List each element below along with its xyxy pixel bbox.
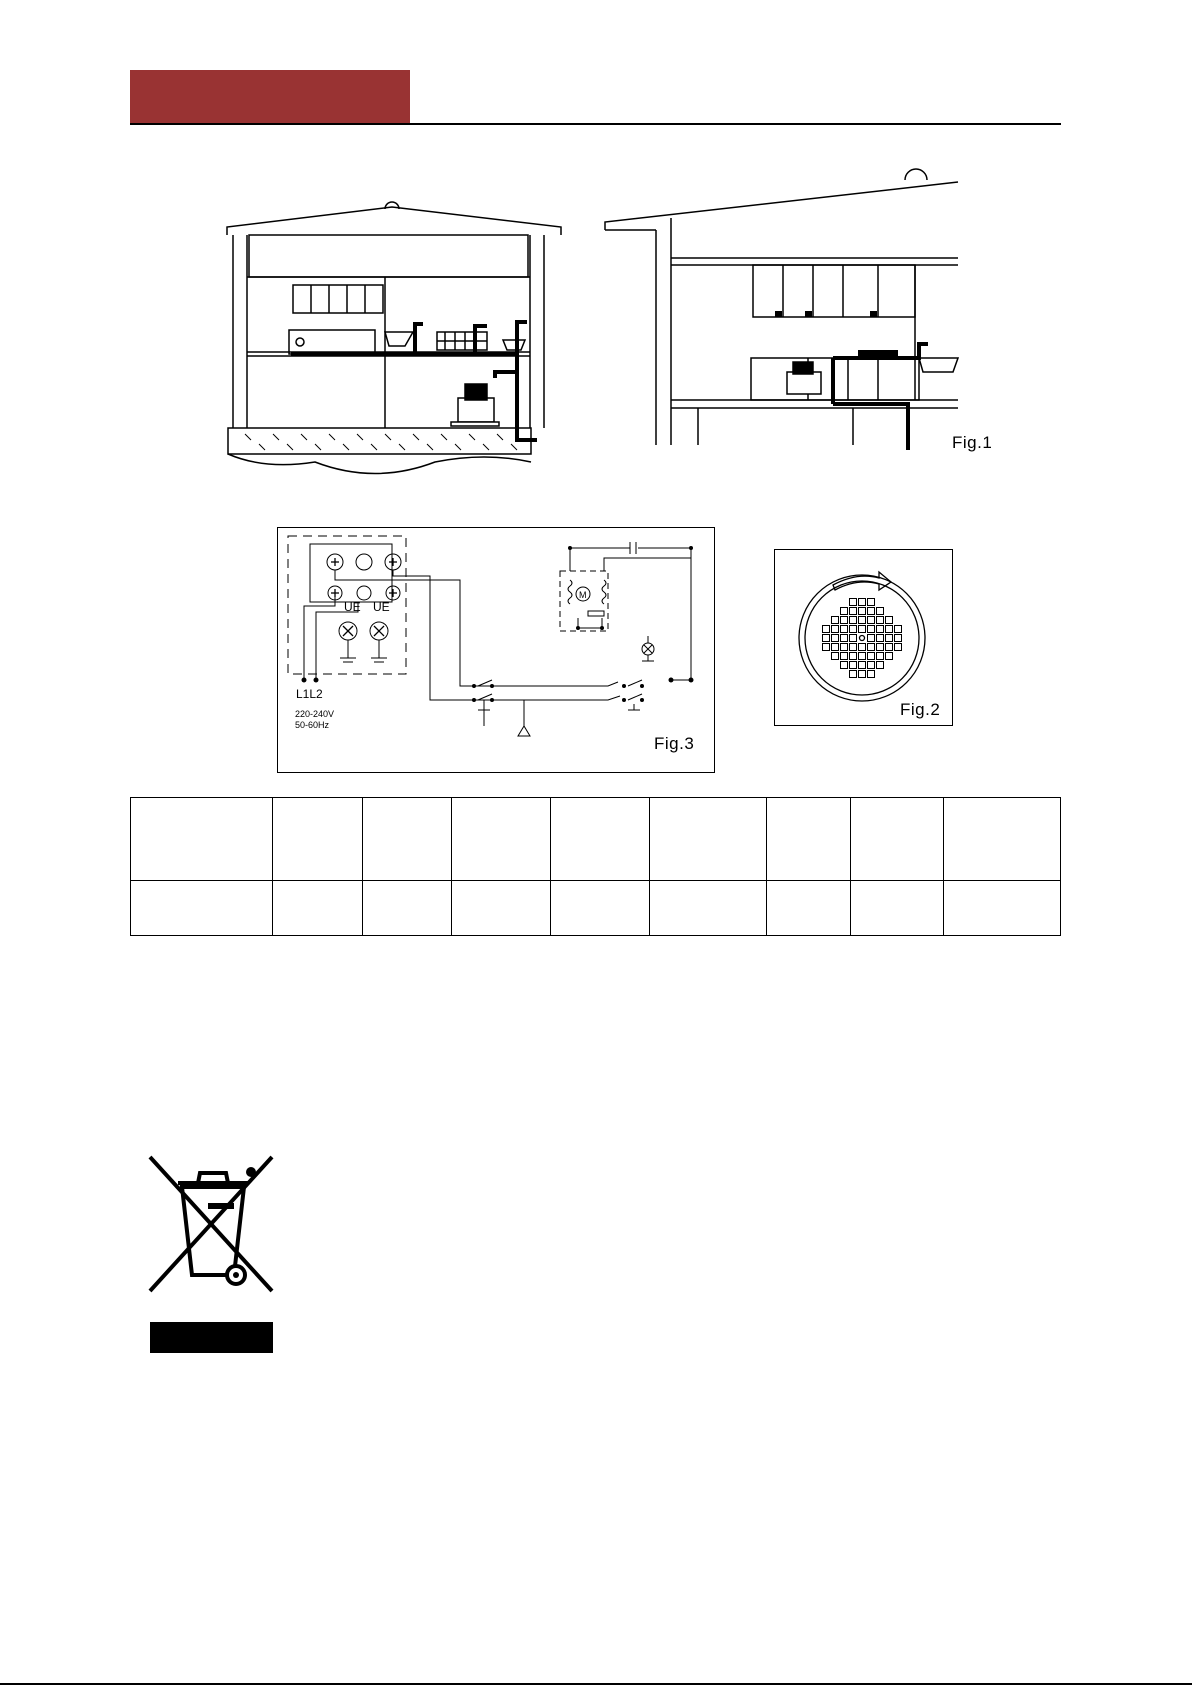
- fig3-frequency-label: 50-60Hz: [295, 720, 330, 730]
- grille-hole: [859, 599, 866, 606]
- grille-hole: [859, 662, 866, 669]
- table-cell: [273, 798, 363, 881]
- fig1-house-left-illustration: [225, 200, 570, 490]
- grille-hole: [877, 653, 884, 660]
- grille-hole: [850, 662, 857, 669]
- fig3-motor-label: M: [579, 590, 587, 600]
- grille-hole: [886, 617, 893, 624]
- grille-hole: [877, 662, 884, 669]
- grille-hole: [868, 617, 875, 624]
- grille-hole: [859, 626, 866, 633]
- grille-hole: [868, 608, 875, 615]
- fig2-impeller-illustration: [775, 550, 952, 725]
- table-cell: [131, 798, 273, 881]
- grille-hole: [850, 608, 857, 615]
- grille-hole: [850, 635, 857, 642]
- grille-hole: [841, 653, 848, 660]
- grille-hole: [832, 635, 839, 642]
- grille-hole: [841, 608, 848, 615]
- grille-hole: [868, 644, 875, 651]
- grille-hole: [823, 626, 830, 633]
- grille-hole: [823, 644, 830, 651]
- grille-hole: [841, 626, 848, 633]
- grille-hole: [850, 626, 857, 633]
- grille-hole: [841, 662, 848, 669]
- grille-hole: [868, 599, 875, 606]
- fig3-terminal-label-left: UE: [344, 600, 361, 614]
- grille-hole: [877, 644, 884, 651]
- grille-hole: [832, 617, 839, 624]
- table-cell: [363, 798, 452, 881]
- table-cell: [273, 881, 363, 936]
- table-cell: [767, 881, 851, 936]
- grille-hole: [841, 617, 848, 624]
- grille-hole: [868, 653, 875, 660]
- grille-hole: [832, 644, 839, 651]
- grille-hole: [859, 608, 866, 615]
- fig3-caption: Fig.3: [654, 734, 695, 753]
- grille-hole: [859, 671, 866, 678]
- table-cell: [944, 881, 1061, 936]
- grille-hole: [841, 644, 848, 651]
- table-cell: [851, 798, 944, 881]
- grille-hole: [895, 626, 902, 633]
- fig3-line-label: L1L2: [296, 687, 323, 701]
- grille-hole: [877, 626, 884, 633]
- grille-hole: [850, 599, 857, 606]
- grille-hole: [868, 671, 875, 678]
- table-cell: [551, 798, 650, 881]
- grille-hole: [859, 644, 866, 651]
- grille-hole: [859, 617, 866, 624]
- table-row: [131, 881, 1061, 936]
- grille-hole: [832, 626, 839, 633]
- header-rule: [130, 123, 1061, 125]
- weee-marking-bar: [150, 1322, 273, 1353]
- table-cell: [452, 798, 551, 881]
- table-cell: [551, 881, 650, 936]
- grille-hole: [850, 671, 857, 678]
- table-cell: [767, 798, 851, 881]
- grille-hole: [823, 635, 830, 642]
- table-row: [131, 798, 1061, 881]
- grille-hole: [886, 644, 893, 651]
- table-cell: [452, 881, 551, 936]
- fig3-wiring-diagram: [278, 528, 714, 772]
- fig1-house-right-illustration: [603, 160, 963, 460]
- grille-hole: [850, 653, 857, 660]
- specification-table: [130, 797, 1061, 936]
- grille-hole: [895, 635, 902, 642]
- grille-hole: [886, 635, 893, 642]
- grille-hole: [886, 626, 893, 633]
- grille-hole: [877, 608, 884, 615]
- table-cell: [650, 798, 767, 881]
- grille-hole: [895, 644, 902, 651]
- table-cell: [944, 798, 1061, 881]
- grille-hole: [859, 653, 866, 660]
- header-accent-bar: [130, 70, 410, 124]
- fig3-terminal-label-right: UE: [373, 600, 390, 614]
- grille-hole: [877, 617, 884, 624]
- weee-bin-icon: [148, 1155, 274, 1293]
- table-cell: [650, 881, 767, 936]
- fig3-voltage-label: 220-240V: [295, 709, 335, 719]
- grille-hole: [832, 653, 839, 660]
- fig1-caption: Fig.1: [952, 433, 993, 452]
- grille-hole: [841, 635, 848, 642]
- grille-hole: [850, 617, 857, 624]
- fig2-caption: Fig.2: [900, 700, 941, 719]
- grille-hole: [868, 626, 875, 633]
- table-cell: [363, 881, 452, 936]
- grille-hole: [886, 653, 893, 660]
- table-cell: [851, 881, 944, 936]
- table-cell: [131, 881, 273, 936]
- grille-hole: [868, 635, 875, 642]
- grille-hole: [868, 662, 875, 669]
- grille-hole: [850, 644, 857, 651]
- grille-hole: [877, 635, 884, 642]
